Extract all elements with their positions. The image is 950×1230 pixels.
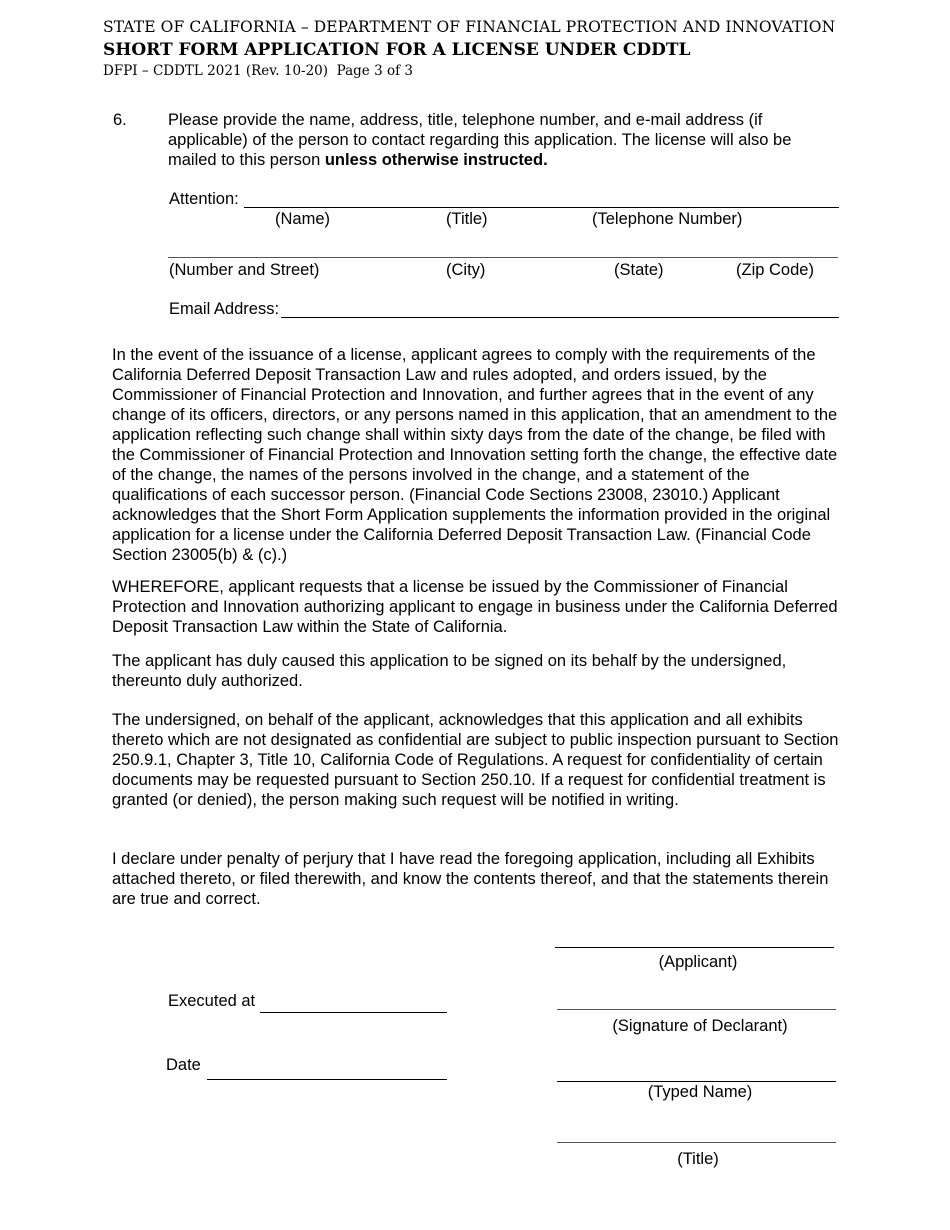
item6-line-3	[168, 150, 848, 170]
item6-instructions	[168, 110, 848, 170]
public-inspection-paragraph: The undersigned, on behalf of the applicant, acknowledges that this application and all exhibits thereto which are not designated as confidential are subject to public inspection pursuant to Section 250.9.1, Chapter 3, Title 10, California Code of Regulations. A request for confidentiality of certain documents may be requested pursuant to Section 250.10. If a request for confidential treatment is granted (or denied), the person making such request will be notified in writing.	[112, 711, 839, 809]
declarant-caption: (Signature of Declarant)	[612, 1017, 788, 1035]
form-id-line	[103, 63, 413, 79]
street-caption: (Number and Street)	[169, 261, 320, 279]
applicant-caption: (Applicant)	[658, 953, 738, 971]
address-field[interactable]	[168, 257, 838, 258]
wherefore-paragraph: WHEREFORE, applicant requests that a license be issued by the Commissioner of Financial Protection and Innovation authorizing applicant to engage in business under the California Deferred Deposit Transaction Law within the State of California.	[112, 578, 838, 636]
executed-at-label: Executed at	[168, 992, 256, 1010]
telephone-caption: (Telephone Number)	[592, 210, 743, 228]
applicant-field[interactable]	[555, 947, 834, 948]
declarant-signature-field[interactable]	[557, 1009, 836, 1010]
email-label: Email Address:	[169, 300, 280, 318]
attention-field[interactable]	[244, 207, 839, 208]
signed-paragraph: The applicant has duly caused this application to be signed on its behalf by the undersigned, thereunto duly authorized.	[112, 652, 787, 690]
email-field[interactable]	[281, 317, 839, 318]
compliance-paragraph: In the event of the issuance of a license, applicant agrees to comply with the requirements of the California Deferred Deposit Transaction Law and rules adopted, and orders issued, by the Commissioner of Financial Protection and Innovation, and further agrees that in the event of any change of its officers, directors, or any persons named in this application, that an amendment to the application reflecting such change shall within sixty days from the date of the change, be filed with the Commissioner of Financial Protection and Innovation setting forth the change, the effective date of the change, the names of the persons involved in the change, and a statement of the qualifications of each successor person. (Financial Code Sections 23008, 23010.) Applicant acknowledges that the Short Form Application supplements the information provided in the original application for a license under the California Deferred Deposit Transaction Law. (Financial Code Section 23005(b) & (c).)	[112, 346, 838, 564]
form-id: DFPI – CDDTL 2021 (Rev. 10-20)	[103, 63, 329, 79]
title-field[interactable]	[557, 1142, 836, 1143]
city-caption: (City)	[446, 261, 486, 279]
name-caption: (Name)	[275, 210, 331, 228]
page-number: Page 3 of 3	[336, 63, 413, 79]
item6-line-3-plain: mailed to this person	[168, 151, 325, 169]
item-number: 6.	[113, 111, 127, 129]
item6-line-1: Please provide the name, address, title, telephone number, and e-mail address (if	[168, 111, 763, 129]
state-caption: (State)	[614, 261, 664, 279]
declaration-paragraph: I declare under penalty of perjury that I have read the foregoing application, including all Exhibits attached thereto, or filed therewith, and know the contents thereof, and that the statements therein are true and correct.	[112, 850, 829, 908]
item6-line-2: applicable) of the person to contact regarding this application. The license will also be	[168, 131, 792, 149]
date-field[interactable]	[207, 1079, 447, 1080]
title-caption: (Title)	[446, 210, 488, 228]
form-title: SHORT FORM APPLICATION FOR A LICENSE UNDER CDDTL	[103, 40, 691, 60]
zip-caption: (Zip Code)	[736, 261, 814, 279]
signer-title-caption: (Title)	[677, 1150, 719, 1168]
agency-header: STATE OF CALIFORNIA – DEPARTMENT OF FINANCIAL PROTECTION AND INNOVATION	[103, 18, 836, 36]
typed-name-field[interactable]	[557, 1081, 836, 1082]
item6-line-3-bold: unless otherwise instructed.	[324, 151, 548, 169]
date-label: Date	[166, 1056, 201, 1074]
typed-name-caption: (Typed Name)	[647, 1083, 753, 1101]
executed-at-field[interactable]	[260, 1012, 447, 1013]
attention-label: Attention:	[169, 190, 239, 208]
